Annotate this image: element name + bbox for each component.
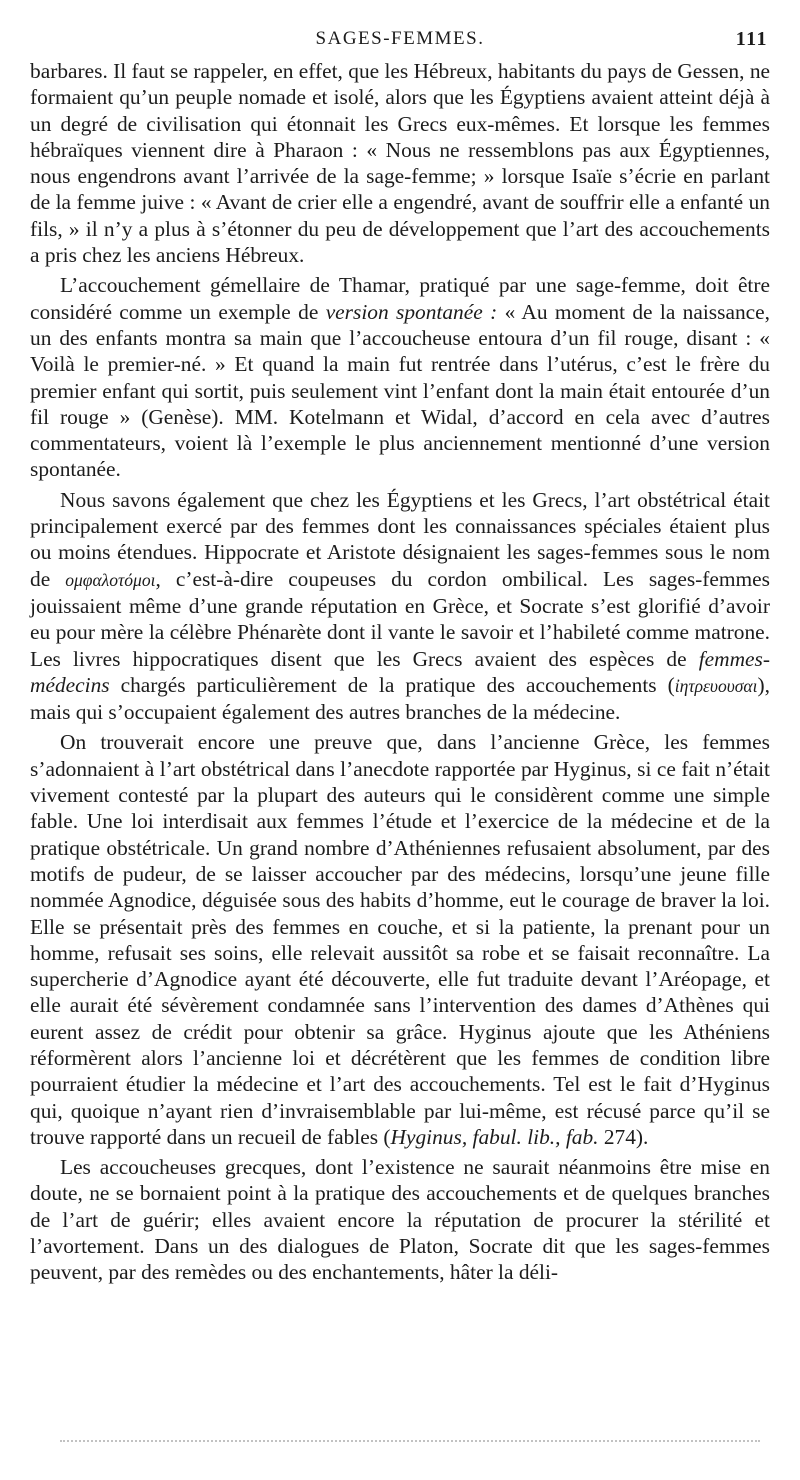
text-run: ), mais qui s’occupaient également des autres branches de la médecine. [30,672,770,725]
paragraph-2 [30,272,770,482]
paragraph-3 [30,487,770,726]
running-head [30,28,770,58]
italic-run: ἰητρευουσαι [674,675,758,696]
book-page [30,28,770,1286]
text-run: chargés particulièrement de la pratique des accouchements ( [109,672,675,697]
text-run: Nous savons également que chez les Égyptiens et les Grecs, l’art obstétrical était principalement exercé par des femmes dont les connaissances spéciales étaient plus ou moins étendues. Hippocrate et Aristote désignaient les sages-femmes sous le nom de [30,487,770,591]
text-run: 274). [598,1124,649,1149]
page-number: 111 [735,28,768,50]
body-text [30,58,770,1286]
text-run: L’accouchement gémellaire de Thamar, pratiqué par une sage-femme, doit être considéré comme un exemple de [30,273,770,324]
text-run: On trouverait encore une preuve que, dans l’ancienne Grèce, les femmes s’adonnaient à l’art obstétrical dans l’anecdote rapportée par Hyginus, si ce fait n’était vivement contesté par la plupart des auteurs qui le considèrent comme une simple fable. Une loi interdisait aux femmes l’étude et l’exercice de la médecine et de la pratique obstétricale. Un grand nombre d’Athéniennes refusaient absolument, par des motifs de pudeur, de se laisser accoucher par des médecins, lorsqu’une jeune fille nommée Agnodice, déguisée sous des habits d’homme, eut le courage de braver la loi. Elle se présentait près des femmes en couche, et si la patiente, la prenant pour un homme, refusait ses soins, elle relevait aussitôt sa robe et se faisait reconnaître. La supercherie d’Agnodice ayant été découverte, elle fut traduite devant l’Aréopage, et elle aurait été sévèrement condamnée sans l’intervention des dames d’Athènes qui eurent assez de crédit pour obtenir sa grâce. Hyginus ajoute que les Athéniens réformèrent alors l’ancienne loi et décrétèrent que les femmes de condition libre pourraient étudier la médecine et l’art des accouchements. Tel est le fait d’Hyginus qui, quoique n’ayant rien d’invraisemblable par lui-même, est récusé parce qu’il se trouve rapporté dans un recueil de fables ( [30,730,770,1149]
italic-run: version spontanée : [325,299,498,324]
text-run: « Au moment de la naissance, un des enfants montra sa main que l’accoucheuse entoura d’un fil rouge, disant : « Voilà le premier-né. » Et quand la main fut rentrée dans l’utérus, c’est le frère du premier enfant qui sortit, puis seulement vint l’enfant dont la main était entourée d’un fil rouge » (Genèse). MM. Kotelmann et Widal, d’accord en cela avec d’autres commentateurs, voient là l’exemple le plus anciennement mentionné d’une version spontanée. [30,299,770,482]
paragraph-1 [30,58,770,268]
paragraph-4 [30,729,770,1150]
italic-run: ομφαλοτόμοι [65,569,156,590]
paragraph-5 [30,1154,770,1285]
italic-run: Hyginus, fabul. lib., fab. [390,1124,599,1149]
text-run: barbares. Il faut se rappeler, en effet, que les Hébreux, habitants du pays de Gessen, ne formaient qu’un peuple nomade et isolé, alors que les Égyptiens avaient atteint déjà à un degré de civilisation qui étonnait les Grecs eux-mêmes. Et lorsque les femmes hébraïques viennent dire à Pharaon : « Nous ne ressemblons pas aux Égyptiennes, nous engendrons avant l’arrivée de la sage-femme; » lorsque Isaïe s’écrie en parlant de la femme juive : « Avant de crier elle a engendré, avant de souffrir elle a enfanté un fils, » il n’y a plus à s’étonner du peu de développement que l’art des accouchements a pris chez les anciens Hébreux. [30,59,771,268]
italic-run: femmes-médecins [30,646,770,697]
text-run: , c’est-à-dire coupeuses du cordon ombilical. Les sages-femmes jouissaient même d’une grande réputation en Grèce, et Socrate s’est glorifié d’avoir eu pour mère la célèbre Phénarète dont il vante le savoir et l’habileté comme matrone. Les livres hippocratiques disent que les Grecs avaient des espèces de [30,566,770,671]
text-run: Les accoucheuses grecques, dont l’existence ne saurait néanmoins être mise en doute, ne se bornaient point à la pratique des accouchements et de quelques branches de l’art de guérir; elles avaient encore la réputation de procurer la stérilité et l’avortement. Dans un des dialogues de Platon, Socrate dit que les sages-femmes peuvent, par des remèdes ou des enchantements, hâter la déli- [30,1155,770,1285]
running-title: SAGES-FEMMES. [315,28,485,49]
scan-noise-line [60,1440,760,1444]
